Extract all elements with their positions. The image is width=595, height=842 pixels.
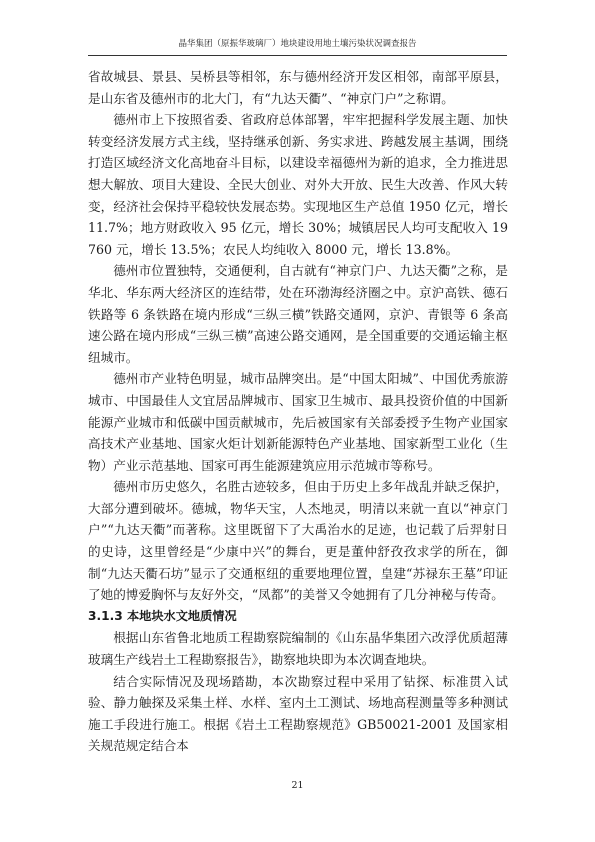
page-number: 21 (291, 780, 304, 791)
header-divider (88, 55, 507, 56)
paragraph-industry: 德州市产业特色明显，城市品牌突出。是“中国太阳城”、中国优秀旅游城市、中国最佳人文宜居品牌城市、国家卫生城市、最具投资价值的中国新能源产业城市和低碳中国贡献城市，先后被国家有关部委授予生物产业国家高技术产业基地、国家火炬计划新能源特色产业基地、国家新型工业化（生物）产业示范基地、国家可再生能源建筑应用示范城市等称号。 (88, 371, 508, 473)
paragraph-survey-methods: 结合实际情况及现场踏勘，本次勘察过程中采用了钻探、标准贯入试验、静力触探及采集土样、水样、室内土工测试、场地高程测量等多种测试施工手段进行施工。根据《岩土工程勘察规范》GB50021-2001 及国家相关规范规定结合本 (88, 673, 508, 754)
paragraph-history: 德州市历史悠久，名胜古迹较多，但由于历史上多年战乱并缺乏保护，大部分遭到破坏。德城，物华天宝，人杰地灵，明清以来就一直以“神京门户”“九达天衢”而著称。这里既留下了大禹治水的足迹，也记载了后羿射日的史诗，这里曾经是“少康中兴”的舞台，更是董仲舒孜孜求学的所在，御制“九达天衢石坊”显示了交通枢纽的重要地理位置，皇建“苏禄东王墓”印证了她的博爱胸怀与友好外交，“凤都”的美誉又令她拥有了几分神秘与传奇。 (88, 479, 508, 603)
section-heading: 3.1.3 本地块水文地质情况 (88, 608, 237, 623)
paragraph-economy: 德州市上下按照省委、省政府总体部署，牢牢把握科学发展主题、加快转变经济发展方式主线，坚持继承创新、务实求进、跨越发展主基调，围绕打造区域经济文化高地奋斗目标，以建设幸福德州为新的追求，全力推进思想大解放、项目大建设、全民大创业、对外大开放、民生大改善、作风大转变，经济社会保持平稳较快发展态势。实现地区生产总值 1950 亿元，增长 11.7%；地方财政收入 95 亿元，增长 30%；城镇居民人均可支配收入 19760 元，增长 13.5%；农民人均纯收入 8000 元，增长 13.8%。 (88, 112, 508, 257)
paragraph-continuation: 省故城县、景县、吴桥县等相邻，东与德州经济开发区相邻，南部平原县，是山东省及德州市的北大门，有“九达天衢”、“神京门户”之称谓。 (88, 69, 508, 106)
running-header-title: 晶华集团（原振华玻璃厂）地块建设用地土壤污染状况调查报告 (178, 39, 417, 49)
body-text (88, 66, 508, 757)
paragraph-survey-source: 根据山东省鲁北地质工程勘察院编制的《山东晶华集团六改浮优质超薄玻璃生产线岩土工程勘察报告》，勘察地块即为本次调查地块。 (88, 630, 508, 668)
paragraph-transport: 德州市位置独特，交通便利，自古就有“神京门户、九达天衢”之称，是华北、华东两大经济区的连结带，处在环渤海经济圈之中。京沪高铁、德石铁路等 6 条铁路在境内形成“三纵三横”铁路交通网，京沪、青银等 6 条高速公路在境内形成“三纵三横”高速公路交通网，是全国重要的交通运输主枢纽城市。 (88, 263, 508, 365)
